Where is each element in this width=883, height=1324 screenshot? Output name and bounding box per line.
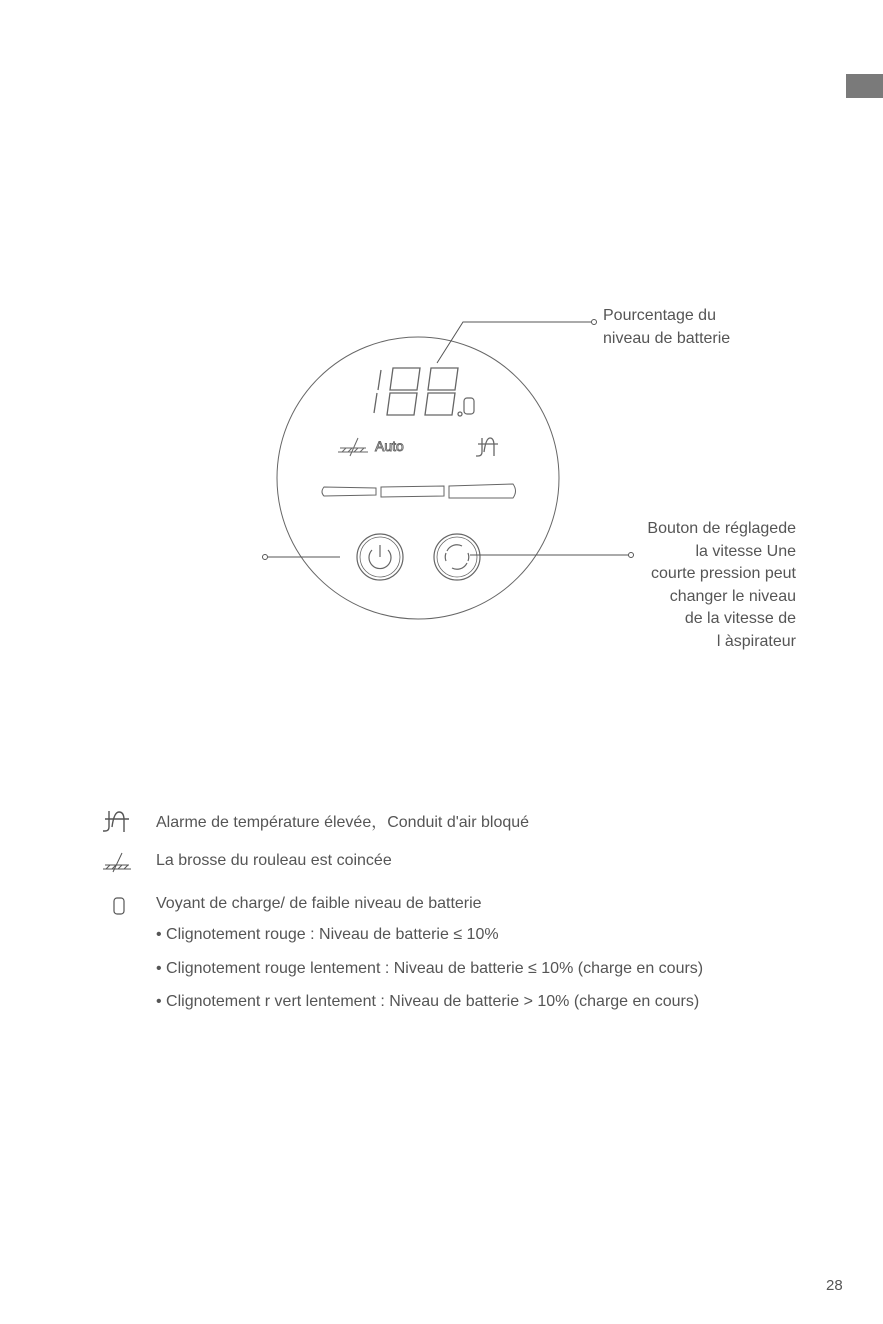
callout-line: niveau de batterie xyxy=(603,329,731,347)
speed-cycle-icon xyxy=(445,545,469,569)
seven-segment-display xyxy=(374,368,462,416)
legend-temperature: Alarme de température élevée，Conduit d'air bloqué xyxy=(156,814,530,831)
callout-line: de la vitesse de xyxy=(684,610,796,627)
page-number: 28 xyxy=(826,1277,843,1294)
temperature-alarm-icon xyxy=(476,438,498,456)
temperature-alarm-icon xyxy=(102,808,132,834)
callout-line: la vitesse Une xyxy=(695,542,796,560)
roller-brush-icon xyxy=(338,438,368,456)
speed-button-callout xyxy=(576,518,796,653)
auto-label: Auto xyxy=(375,438,404,454)
roller-brush-icon xyxy=(102,850,132,874)
battery-percentage-callout xyxy=(603,305,730,350)
battery-state-item: • Clignotement rouge : Niveau de batterie ≤ 10% xyxy=(156,926,499,943)
battery-icon xyxy=(464,398,474,414)
battery-state-item: • Clignotement rouge lentement : Niveau de batterie ≤ 10% (charge en cours) xyxy=(156,960,704,977)
speed-bars xyxy=(322,484,516,498)
callout-line: changer le niveau xyxy=(669,587,796,605)
callout-line: Bouton de réglagede xyxy=(647,520,796,537)
battery-icon xyxy=(112,896,126,916)
callout-line: courte pression peut xyxy=(651,565,796,582)
callout-line: Pourcentage du xyxy=(603,307,716,324)
speed-button[interactable] xyxy=(434,534,480,580)
legend-battery: Voyant de charge/ de faible niveau de batterie xyxy=(156,895,482,912)
callout-line: l àspirateur xyxy=(716,632,796,650)
power-button[interactable] xyxy=(357,534,403,580)
legend-brush: La brosse du rouleau est coincée xyxy=(156,852,392,869)
battery-state-item: • Clignotement r vert lentement : Niveau de batterie > 10% (charge en cours) xyxy=(156,993,700,1010)
